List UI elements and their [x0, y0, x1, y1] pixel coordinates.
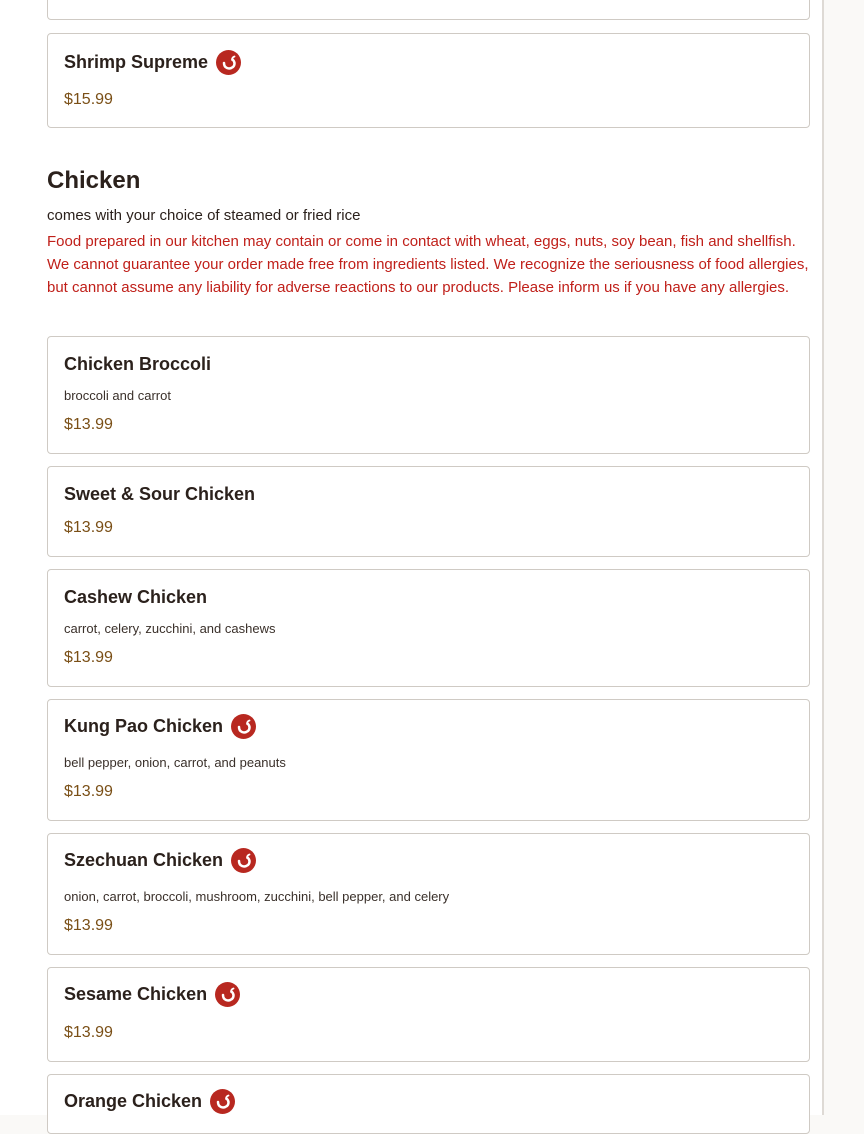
item-name-row [64, 1089, 235, 1114]
page-edge-divider [822, 0, 824, 1115]
item-price: $13.99 [64, 783, 113, 800]
item-description: broccoli and carrot [64, 388, 171, 403]
item-description: carrot, celery, zucchini, and cashews [64, 621, 276, 636]
item-name: Orange Chicken [64, 1091, 203, 1111]
item-price: $13.99 [64, 416, 113, 433]
section-subtitle: comes with your choice of steamed or fried rice [47, 207, 361, 224]
menu-item-card[interactable] [47, 33, 810, 128]
item-price: $13.99 [64, 917, 113, 934]
item-description: onion, carrot, broccoli, mushroom, zucchini, bell pepper, and celery [64, 889, 450, 904]
section-title: Chicken [47, 167, 141, 194]
chili-pepper-icon [231, 848, 256, 873]
menu-item-card[interactable] [47, 0, 810, 20]
chili-pepper-icon [216, 50, 241, 75]
item-name: Cashew Chicken [64, 587, 208, 607]
menu-item-card[interactable] [47, 336, 810, 454]
item-price: $15.99 [64, 91, 113, 108]
chili-pepper-icon [210, 1089, 235, 1114]
item-name: Kung Pao Chicken [64, 716, 224, 736]
item-name-row [64, 354, 211, 375]
item-name-row [64, 714, 256, 739]
chili-pepper-icon [231, 714, 256, 739]
item-name: Chicken Broccoli [64, 354, 212, 374]
menu-item-card[interactable] [47, 833, 810, 955]
item-description: bell pepper, onion, carrot, and peanuts [64, 755, 286, 770]
item-price: $13.99 [64, 1024, 113, 1041]
menu-item-card[interactable] [47, 967, 810, 1062]
item-name: Szechuan Chicken [64, 850, 224, 870]
chili-pepper-icon [215, 982, 240, 1007]
menu-item-card[interactable] [47, 699, 810, 821]
item-name: Sesame Chicken [64, 984, 208, 1004]
item-name-row [64, 982, 240, 1007]
menu-item-card[interactable] [47, 569, 810, 687]
item-name-row [64, 50, 241, 75]
menu-item-card[interactable] [47, 1074, 810, 1134]
item-name-row [64, 484, 255, 505]
item-name: Sweet & Sour Chicken [64, 484, 256, 504]
item-name-row [64, 848, 256, 873]
menu-item-card[interactable] [47, 466, 810, 557]
item-name: Shrimp Supreme [64, 52, 209, 72]
item-price: $13.99 [64, 649, 113, 666]
item-price: $13.99 [64, 519, 113, 536]
item-name-row [64, 587, 207, 608]
allergy-notice: Food prepared in our kitchen may contain or come in contact with wheat, eggs, nuts, soy bean, fish and shellfish. We cannot guarantee your order made free from ingredients listed. We recognize the seriousness of food allergies, but cannot assume any liability for adverse reactions to our products. Please inform us if you have any allergies. [47, 233, 809, 296]
